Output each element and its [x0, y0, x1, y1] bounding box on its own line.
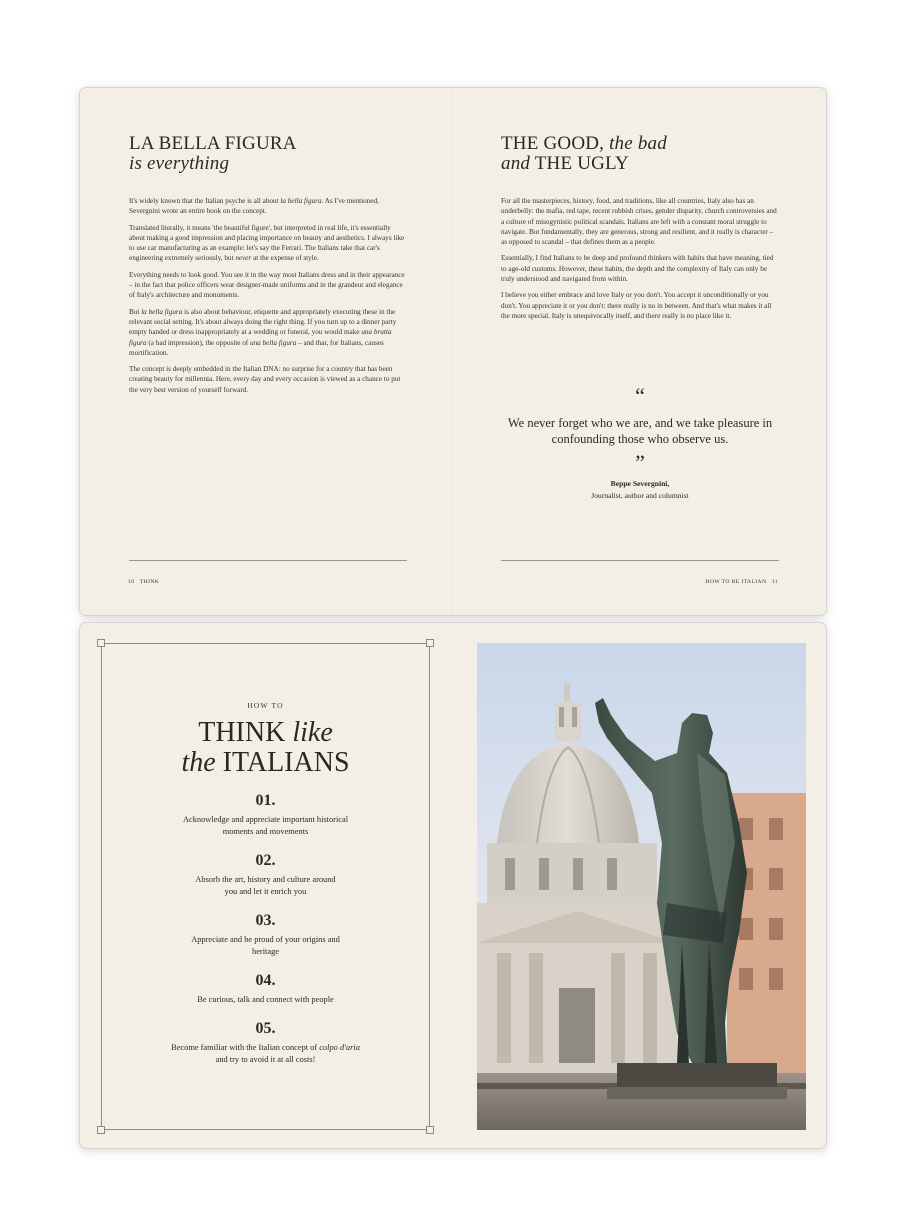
- right-page-body: [501, 196, 779, 321]
- paragraph: But la bella figura is also about behaviour, etiquette and appropriately executing these in the relevant social setting. It's about always doing the right thing. If you turn up to a dinner party empty handed or dress inappropriately at a wedding or funeral, you would make una brutta figura (a bad impression), the opposite of una bella figura – and that, for Italians, causes mortification.: [129, 307, 397, 357]
- page-number: 11: [771, 579, 778, 585]
- heading-line1: LA BELLA FIGURA: [129, 133, 297, 154]
- right-page-column: [501, 134, 779, 327]
- left-page-heading: [129, 134, 407, 174]
- list-item: [101, 792, 430, 838]
- list-item: [101, 972, 430, 1006]
- item-text: Absorb the art, history and culture around you and let it enrich you: [195, 875, 336, 896]
- statue-photo: [477, 643, 806, 1130]
- quote-author: Beppe Severgnini,: [610, 479, 670, 488]
- folio-left: [128, 579, 159, 585]
- spine-gutter: [452, 88, 454, 615]
- footer-rule-left: [129, 560, 407, 561]
- paragraph: I believe you either embrace and love Italy or you don't. You accept it unconditionally or you don't. You appreciate it or you don't: there really is no in between. And that's what makes it all the more special. Italy is unequivocally itself, and there really is no place like it.: [501, 291, 772, 320]
- section-label: HOW TO BE ITALIAN: [705, 579, 767, 585]
- left-page-body: [129, 196, 407, 395]
- paragraph: It's widely known that the Italian psyche is all about la bella figura. As I've mentioned, Severgnini wrote an entire book on the concept.: [129, 197, 379, 216]
- quote-role: Journalist, author and columnist: [591, 491, 689, 500]
- open-quote-icon: “: [635, 383, 645, 408]
- eyebrow: HOW TO: [247, 701, 284, 710]
- item-number: 05.: [255, 1020, 276, 1037]
- section-label: THINK: [139, 579, 160, 585]
- list-item: [101, 912, 430, 958]
- paragraph: Essentially, I find Italians to be deep and profound thinkers with habits that have meaning, tied to age-old customs. However, these habits, the depth and the complexity of Italy can only be truly understood and navigated from within.: [501, 254, 774, 284]
- paragraph: Translated literally, it means 'the beautiful figure', but interpreted in real life, it's essentially about making a good impression and placing importance on beauty and aesthetics. I always like to use car manufacturing as an example: let's say the Ferrari. The Italians take that car's engineering extremely seriously, but never at the expense of style.: [129, 223, 405, 263]
- footer-rule-right: [501, 560, 779, 561]
- item-text: Acknowledge and appreciate important historical moments and movements: [182, 815, 349, 836]
- paragraph: For all the masterpieces, history, food, and traditions, like all countries, Italy also has an underbelly: the mafia, red tape, recent rubbish crises, gender disparity, church controversies and a culture of misogynistic political scandals. Italians are left with a constant moral struggle to navigate. But fundamentally, they are generous, strong and resilient, and it really is character – as opposed to scandal – that defines them as a people.: [501, 197, 777, 247]
- list-item: [101, 852, 430, 898]
- frame-corner-icon: [97, 639, 105, 647]
- frame-corner-icon: [97, 1126, 105, 1134]
- paragraph: Everything needs to look good. You see it in the way most Italians dress and in their appearance – in the fact that police officers wear designer-made uniforms and in the grandeur and elegance of Italy's architecture and monuments.: [129, 270, 405, 300]
- left-page-column: [129, 134, 407, 401]
- pull-quote: [501, 383, 779, 500]
- item-number: 03.: [255, 912, 276, 929]
- list-item: [101, 1020, 430, 1066]
- item-number: 01.: [255, 792, 276, 809]
- statue-photo-illustration: [477, 643, 806, 1130]
- list-title: THINK like the ITALIANS: [181, 717, 350, 778]
- how-to-list: [101, 701, 430, 1066]
- paragraph: The concept is deeply embedded in the Italian DNA: no surprise for a country that has been creating beauty for millennia. Here, every day and every occasion is viewed as a chance to put the very best version of yourself forward.: [129, 365, 401, 394]
- item-number: 04.: [255, 972, 276, 989]
- item-text: Be curious, talk and connect with people: [197, 995, 334, 1004]
- heading-line2: is everything: [129, 153, 230, 174]
- right-page-heading: THE GOOD, the bad and THE UGLY: [501, 133, 667, 174]
- frame-corner-icon: [426, 1126, 434, 1134]
- folio-right: [706, 579, 778, 585]
- close-quote-icon: ”: [635, 450, 645, 475]
- item-number: 02.: [255, 852, 276, 869]
- quote-text: We never forget who we are, and we take pleasure in confounding those who observe us.: [507, 416, 773, 446]
- item-text: Become familiar with the Italian concept of colpo d'aria and try to avoid it at all costs!: [171, 1043, 360, 1064]
- item-text: Appreciate and be proud of your origins and heritage: [191, 935, 340, 956]
- page-number: 10: [128, 579, 135, 585]
- top-spread: [80, 88, 826, 615]
- bottom-spread: [80, 623, 826, 1148]
- frame-corner-icon: [426, 639, 434, 647]
